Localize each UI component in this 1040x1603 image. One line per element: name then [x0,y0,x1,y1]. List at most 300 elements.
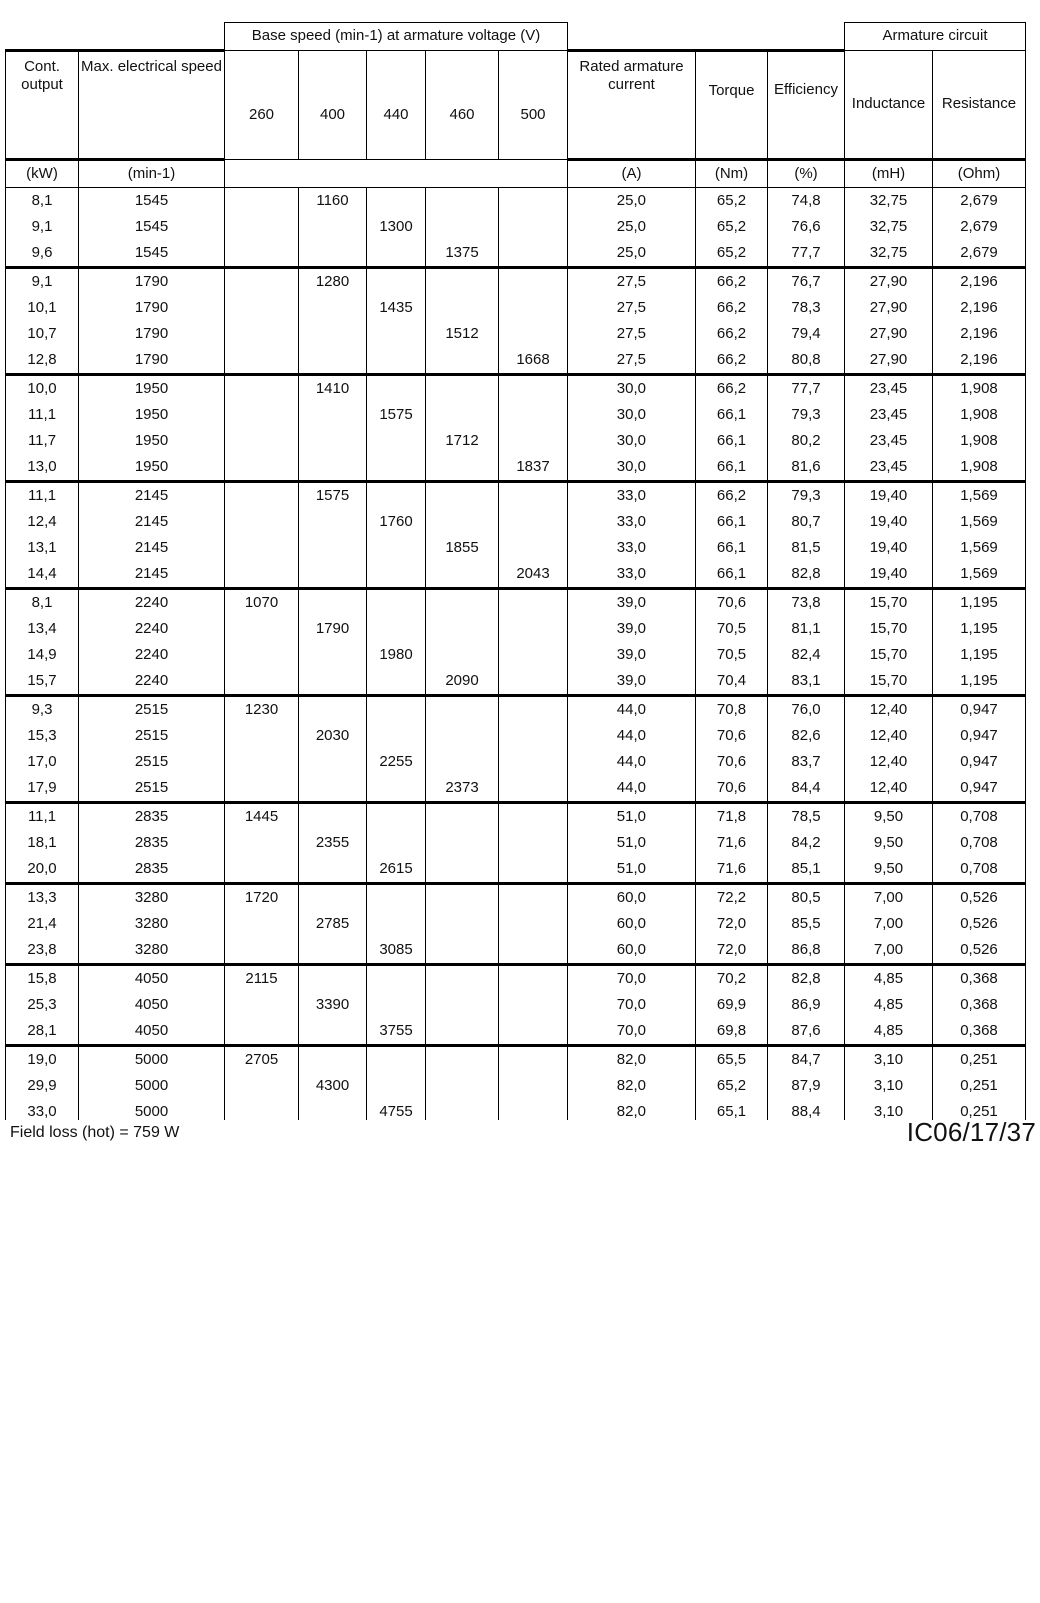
cell-v440 [367,267,426,295]
cell-v460 [426,481,499,509]
cell-efficiency: 80,8 [768,347,845,375]
cell-inductance: 9,50 [845,802,933,830]
cell-speed: 1545 [79,214,225,240]
cell-current: 44,0 [568,775,696,803]
voltage-500-header: 500 [499,50,568,159]
cell-v440 [367,454,426,482]
cell-efficiency: 76,0 [768,695,845,723]
cell-torque: 70,5 [696,616,768,642]
cell-output: 9,1 [6,267,79,295]
cell-v260 [225,775,299,803]
cell-resistance: 0,708 [933,856,1026,884]
cell-efficiency: 79,3 [768,402,845,428]
cell-torque: 70,5 [696,642,768,668]
cell-v260 [225,481,299,509]
cell-v460 [426,964,499,992]
cell-efficiency: 82,8 [768,964,845,992]
cell-v400: 1160 [299,187,367,214]
cell-v400 [299,642,367,668]
cell-current: 51,0 [568,830,696,856]
cell-current: 51,0 [568,856,696,884]
cell-speed: 1545 [79,240,225,268]
table-row [6,830,1026,856]
cell-current: 27,5 [568,347,696,375]
cell-v440 [367,775,426,803]
cell-efficiency: 86,9 [768,992,845,1018]
table-row [6,616,1026,642]
cell-v440 [367,481,426,509]
cell-torque: 66,1 [696,509,768,535]
table-row [6,856,1026,884]
cell-efficiency: 87,6 [768,1018,845,1046]
cell-v500 [499,214,568,240]
cell-current: 33,0 [568,509,696,535]
cell-v260: 1230 [225,695,299,723]
header-spacer-mid [568,23,845,51]
cell-efficiency: 74,8 [768,187,845,214]
cell-current: 33,0 [568,561,696,589]
cell-torque: 66,2 [696,481,768,509]
cell-speed: 2515 [79,695,225,723]
table-row [6,374,1026,402]
cell-torque: 66,1 [696,535,768,561]
cell-speed: 2145 [79,509,225,535]
unit-amp: (A) [568,159,696,187]
table-row [6,588,1026,616]
cell-resistance: 0,251 [933,1045,1026,1073]
cell-speed: 2145 [79,535,225,561]
cell-torque: 66,1 [696,428,768,454]
cell-v500 [499,240,568,268]
cell-resistance: 0,526 [933,911,1026,937]
cell-output: 8,1 [6,187,79,214]
cell-resistance: 1,195 [933,616,1026,642]
cell-v260 [225,1099,299,1121]
cell-v500 [499,295,568,321]
cell-current: 60,0 [568,937,696,965]
cell-resistance: 1,908 [933,428,1026,454]
cell-v460 [426,856,499,884]
cell-v400 [299,802,367,830]
cell-torque: 71,6 [696,856,768,884]
cell-output: 15,8 [6,964,79,992]
cell-v500 [499,668,568,696]
cell-v440 [367,802,426,830]
cell-v260 [225,240,299,268]
cell-output: 19,0 [6,1045,79,1073]
cell-v400 [299,347,367,375]
cell-output: 29,9 [6,1073,79,1099]
cell-inductance: 23,45 [845,374,933,402]
cell-speed: 1790 [79,347,225,375]
max-speed-header: Max. electrical speed [79,50,225,159]
table-body [6,187,1026,1120]
cell-current: 27,5 [568,321,696,347]
cell-speed: 2835 [79,802,225,830]
cell-efficiency: 77,7 [768,374,845,402]
cell-v260 [225,992,299,1018]
table-row [6,1073,1026,1099]
cell-output: 8,1 [6,588,79,616]
table-row [6,1099,1026,1121]
cell-v460 [426,1018,499,1046]
unit-voltage-blank [225,159,568,187]
cell-output: 28,1 [6,1018,79,1046]
cell-resistance: 0,251 [933,1099,1026,1121]
cell-efficiency: 86,8 [768,937,845,965]
cell-v400: 1280 [299,267,367,295]
cell-speed: 2240 [79,616,225,642]
cell-inductance: 19,40 [845,561,933,589]
cell-v500 [499,535,568,561]
cell-resistance: 2,196 [933,347,1026,375]
cell-v260 [225,749,299,775]
cell-speed: 5000 [79,1073,225,1099]
cell-current: 33,0 [568,481,696,509]
cell-speed: 2240 [79,668,225,696]
cell-v440 [367,695,426,723]
cell-current: 39,0 [568,588,696,616]
cell-torque: 65,5 [696,1045,768,1073]
rated-current-header: Rated armature current [568,50,696,159]
cell-v500 [499,1073,568,1099]
cell-output: 20,0 [6,856,79,884]
cell-output: 14,9 [6,642,79,668]
cell-v500 [499,187,568,214]
cell-v460 [426,1045,499,1073]
cell-v440 [367,347,426,375]
cell-speed: 3280 [79,883,225,911]
cell-v500 [499,321,568,347]
cell-torque: 66,1 [696,402,768,428]
cell-resistance: 0,368 [933,964,1026,992]
cell-v460 [426,937,499,965]
cell-v500: 2043 [499,561,568,589]
cell-resistance: 0,708 [933,802,1026,830]
cell-v440 [367,723,426,749]
cell-v460 [426,992,499,1018]
cell-current: 70,0 [568,992,696,1018]
cell-v500 [499,883,568,911]
cell-v460 [426,214,499,240]
cell-v400 [299,749,367,775]
cell-v500 [499,964,568,992]
cell-output: 17,9 [6,775,79,803]
cell-resistance: 1,908 [933,402,1026,428]
table-row [6,992,1026,1018]
cell-v440: 2255 [367,749,426,775]
cell-v400 [299,964,367,992]
cell-resistance: 0,526 [933,883,1026,911]
cell-v260: 1070 [225,588,299,616]
cell-v440 [367,321,426,347]
cell-inductance: 12,40 [845,775,933,803]
table-row [6,775,1026,803]
cell-torque: 66,2 [696,374,768,402]
table-row [6,642,1026,668]
cell-v440 [367,428,426,454]
table-row [6,428,1026,454]
cell-v260 [225,856,299,884]
cell-resistance: 0,947 [933,775,1026,803]
cell-v260 [225,561,299,589]
cell-v400: 1575 [299,481,367,509]
cell-efficiency: 85,5 [768,911,845,937]
cell-current: 44,0 [568,723,696,749]
cell-efficiency: 87,9 [768,1073,845,1099]
cell-inductance: 32,75 [845,187,933,214]
cell-output: 15,7 [6,668,79,696]
cell-inductance: 7,00 [845,911,933,937]
cell-v460: 1855 [426,535,499,561]
cell-v500 [499,481,568,509]
cell-v500 [499,723,568,749]
cell-current: 39,0 [568,668,696,696]
cell-inductance: 15,70 [845,616,933,642]
cell-v260 [225,267,299,295]
voltage-460-header: 460 [426,50,499,159]
cell-v400: 4300 [299,1073,367,1099]
cell-output: 17,0 [6,749,79,775]
table-row [6,481,1026,509]
cell-current: 25,0 [568,214,696,240]
cell-torque: 70,4 [696,668,768,696]
cell-resistance: 0,947 [933,749,1026,775]
cell-v260 [225,1018,299,1046]
cell-resistance: 2,679 [933,240,1026,268]
cell-current: 27,5 [568,267,696,295]
cell-resistance: 2,679 [933,187,1026,214]
cell-torque: 70,2 [696,964,768,992]
table-row [6,347,1026,375]
cell-v260 [225,347,299,375]
cell-resistance: 1,195 [933,668,1026,696]
document-code: IC06/17/37 [906,1117,1036,1147]
cell-torque: 70,6 [696,775,768,803]
cell-speed: 2240 [79,642,225,668]
cell-output: 9,3 [6,695,79,723]
cell-v260 [225,321,299,347]
cell-torque: 65,2 [696,187,768,214]
cell-output: 12,4 [6,509,79,535]
cell-v500 [499,402,568,428]
cell-v260 [225,535,299,561]
cell-torque: 65,2 [696,214,768,240]
cell-torque: 72,2 [696,883,768,911]
cell-torque: 69,8 [696,1018,768,1046]
cell-efficiency: 78,3 [768,295,845,321]
cell-speed: 1950 [79,428,225,454]
cell-resistance: 2,196 [933,321,1026,347]
cell-inductance: 3,10 [845,1073,933,1099]
cell-output: 11,1 [6,402,79,428]
cell-v400 [299,240,367,268]
cell-inductance: 12,40 [845,695,933,723]
table-row [6,240,1026,268]
cell-v500 [499,267,568,295]
cell-v400 [299,321,367,347]
cell-current: 25,0 [568,187,696,214]
cell-efficiency: 79,3 [768,481,845,509]
cell-v500 [499,1018,568,1046]
cell-v440 [367,187,426,214]
cell-resistance: 1,195 [933,588,1026,616]
cell-v400 [299,1018,367,1046]
cell-v400 [299,883,367,911]
cell-v500 [499,830,568,856]
cell-efficiency: 82,4 [768,642,845,668]
cell-resistance: 0,368 [933,992,1026,1018]
cell-inductance: 27,90 [845,321,933,347]
table-row [6,883,1026,911]
table-row [6,187,1026,214]
cell-output: 23,8 [6,937,79,965]
cell-resistance: 0,947 [933,723,1026,749]
cell-v260: 1445 [225,802,299,830]
cell-current: 30,0 [568,374,696,402]
table-row [6,749,1026,775]
cell-inductance: 27,90 [845,267,933,295]
cell-output: 14,4 [6,561,79,589]
cell-v400 [299,535,367,561]
cell-v460 [426,802,499,830]
cell-speed: 2515 [79,775,225,803]
table-row [6,535,1026,561]
cell-inductance: 32,75 [845,214,933,240]
cell-v400: 2355 [299,830,367,856]
cell-speed: 5000 [79,1099,225,1121]
cell-efficiency: 80,7 [768,509,845,535]
cell-v460: 1712 [426,428,499,454]
cell-inductance: 12,40 [845,749,933,775]
cell-output: 10,0 [6,374,79,402]
cell-v440 [367,964,426,992]
cell-speed: 2515 [79,749,225,775]
cell-efficiency: 77,7 [768,240,845,268]
cont-output-header: Cont. output [6,50,79,159]
efficiency-header: Efficiency [768,50,845,159]
cell-v500 [499,428,568,454]
cell-v460 [426,830,499,856]
cell-inductance: 15,70 [845,588,933,616]
cell-torque: 70,8 [696,695,768,723]
torque-header: Torque [696,50,768,159]
cell-efficiency: 78,5 [768,802,845,830]
cell-v400 [299,1045,367,1073]
cell-v460: 1512 [426,321,499,347]
cell-resistance: 2,196 [933,267,1026,295]
cell-speed: 4050 [79,992,225,1018]
cell-v440 [367,535,426,561]
cell-v400: 2785 [299,911,367,937]
cell-v500 [499,911,568,937]
cell-inductance: 7,00 [845,883,933,911]
cell-v400: 3390 [299,992,367,1018]
cell-v460 [426,454,499,482]
cell-speed: 1950 [79,454,225,482]
cell-v400 [299,428,367,454]
cell-torque: 70,6 [696,723,768,749]
cell-efficiency: 84,2 [768,830,845,856]
unit-nm: (Nm) [696,159,768,187]
cell-speed: 2145 [79,481,225,509]
cell-current: 44,0 [568,695,696,723]
cell-output: 25,3 [6,992,79,1018]
cell-inductance: 23,45 [845,454,933,482]
cell-output: 12,8 [6,347,79,375]
cell-speed: 4050 [79,1018,225,1046]
cell-v460 [426,295,499,321]
cell-torque: 66,2 [696,267,768,295]
field-loss-note: Field loss (hot) = 759 W [10,1124,180,1141]
cell-v440 [367,240,426,268]
cell-v400 [299,668,367,696]
cell-v500 [499,1099,568,1121]
cell-speed: 1950 [79,374,225,402]
table-row [6,214,1026,240]
cell-v500 [499,749,568,775]
cell-current: 70,0 [568,1018,696,1046]
table-row [6,802,1026,830]
cell-inductance: 27,90 [845,295,933,321]
cell-current: 70,0 [568,964,696,992]
cell-current: 39,0 [568,616,696,642]
cell-v260 [225,454,299,482]
armature-circuit-group-header: Armature circuit [845,23,1026,51]
cell-torque: 71,8 [696,802,768,830]
inductance-header: Inductance [845,50,933,159]
cell-v400 [299,402,367,428]
cell-v460 [426,509,499,535]
cell-v260 [225,374,299,402]
cell-resistance: 0,708 [933,830,1026,856]
cell-v440 [367,374,426,402]
cell-torque: 65,2 [696,240,768,268]
cell-efficiency: 82,8 [768,561,845,589]
cell-v400 [299,295,367,321]
cell-resistance: 2,196 [933,295,1026,321]
cell-resistance: 1,908 [933,374,1026,402]
cell-inductance: 12,40 [845,723,933,749]
cell-v500 [499,642,568,668]
table-row [6,267,1026,295]
table-row [6,1018,1026,1046]
table-row [6,964,1026,992]
cell-v460 [426,588,499,616]
cell-v460 [426,616,499,642]
cell-efficiency: 81,1 [768,616,845,642]
cell-resistance: 1,569 [933,535,1026,561]
cell-efficiency: 80,5 [768,883,845,911]
cell-output: 13,3 [6,883,79,911]
cell-current: 82,0 [568,1099,696,1121]
cell-speed: 1790 [79,321,225,347]
table-row [6,509,1026,535]
cell-inductance: 7,00 [845,937,933,965]
cell-v460 [426,642,499,668]
cell-v460 [426,749,499,775]
cell-speed: 5000 [79,1045,225,1073]
cell-v440: 1435 [367,295,426,321]
motor-rating-table [5,22,1026,1120]
cell-v400 [299,509,367,535]
unit-percent: (%) [768,159,845,187]
cell-resistance: 1,569 [933,481,1026,509]
cell-efficiency: 81,5 [768,535,845,561]
cell-output: 9,6 [6,240,79,268]
cell-v460 [426,1099,499,1121]
cell-inductance: 4,85 [845,1018,933,1046]
